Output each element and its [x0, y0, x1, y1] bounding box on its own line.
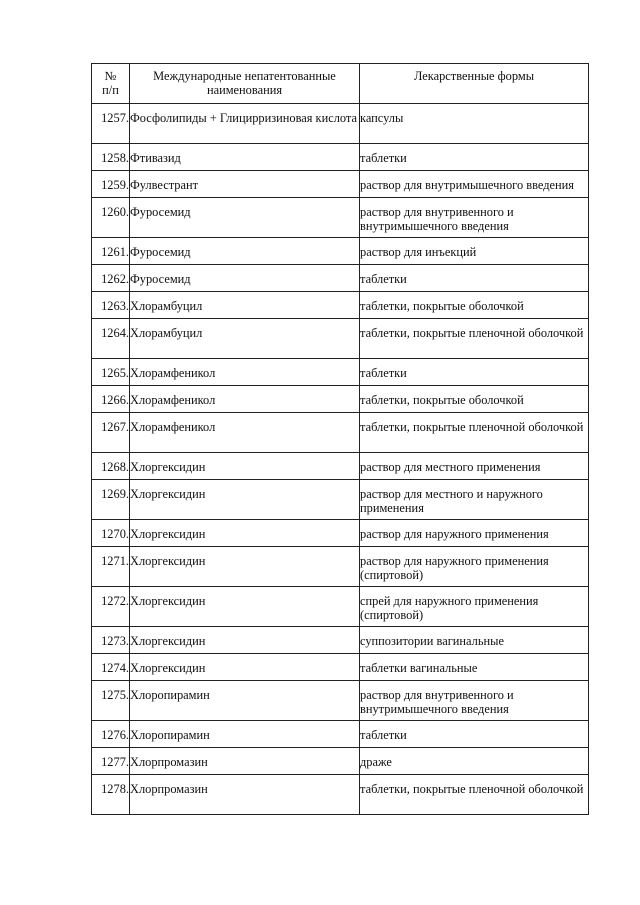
table-row [92, 319, 589, 359]
row-form: капсулы [360, 104, 589, 144]
row-number: 1272. [92, 587, 130, 627]
row-form: раствор для внутримышечного введения [360, 171, 589, 198]
header-number-line-1: № [104, 69, 117, 83]
header-name [130, 64, 360, 104]
row-form: таблетки, покрытые оболочкой [360, 292, 589, 319]
row-name: Фуросемид [130, 238, 360, 265]
row-form: раствор для местного применения [360, 453, 589, 480]
table-row [92, 654, 589, 681]
table-row [92, 587, 589, 627]
row-name: Фуросемид [130, 265, 360, 292]
row-form: драже [360, 748, 589, 775]
header-number [92, 64, 130, 104]
table-row [92, 265, 589, 292]
row-form: раствор для местного и наружного применения [360, 480, 589, 520]
row-number: 1268. [92, 453, 130, 480]
row-form: таблетки, покрытые оболочкой [360, 386, 589, 413]
row-number: 1263. [92, 292, 130, 319]
table-row [92, 453, 589, 480]
table-row [92, 520, 589, 547]
row-number: 1262. [92, 265, 130, 292]
table-row [92, 359, 589, 386]
row-form: таблетки, покрытые пленочной оболочкой [360, 775, 589, 815]
header-form [360, 64, 589, 104]
row-form: таблетки, покрытые пленочной оболочкой [360, 413, 589, 453]
row-number: 1264. [92, 319, 130, 359]
table-row [92, 238, 589, 265]
table-row [92, 144, 589, 171]
row-name: Хлорамфеникол [130, 386, 360, 413]
table-row [92, 171, 589, 198]
row-number: 1266. [92, 386, 130, 413]
row-name: Хлоргексидин [130, 547, 360, 587]
row-form: таблетки [360, 144, 589, 171]
header-form-label: Лекарственные формы [413, 69, 535, 83]
table-row [92, 748, 589, 775]
row-name: Хлоропирамин [130, 721, 360, 748]
drug-table [91, 63, 589, 815]
row-name: Хлорпромазин [130, 775, 360, 815]
row-number: 1275. [92, 681, 130, 721]
row-number: 1261. [92, 238, 130, 265]
row-number: 1257. [92, 104, 130, 144]
row-number: 1269. [92, 480, 130, 520]
row-name: Хлоргексидин [130, 654, 360, 681]
row-name: Хлоргексидин [130, 627, 360, 654]
row-form: раствор для внутривенного и внутримышечного введения [360, 681, 589, 721]
row-name: Фтивазид [130, 144, 360, 171]
row-form: таблетки [360, 721, 589, 748]
table-header-row [92, 64, 589, 104]
row-form: раствор для инъекций [360, 238, 589, 265]
row-number: 1258. [92, 144, 130, 171]
row-name: Хлорамфеникол [130, 359, 360, 386]
table-row [92, 681, 589, 721]
row-form: таблетки, покрытые пленочной оболочкой [360, 319, 589, 359]
row-number: 1265. [92, 359, 130, 386]
row-name: Хлорамфеникол [130, 413, 360, 453]
row-number: 1277. [92, 748, 130, 775]
row-form: таблетки [360, 359, 589, 386]
row-name: Фуросемид [130, 198, 360, 238]
row-form: раствор для внутривенного и внутримышечного введения [360, 198, 589, 238]
row-name: Хлоргексидин [130, 520, 360, 547]
header-name-line-2: наименования [206, 83, 283, 97]
row-name: Хлорпромазин [130, 748, 360, 775]
row-name: Хлоргексидин [130, 587, 360, 627]
row-name: Хлоргексидин [130, 480, 360, 520]
row-form: раствор для наружного применения [360, 520, 589, 547]
row-number: 1259. [92, 171, 130, 198]
row-number: 1270. [92, 520, 130, 547]
header-name-line-1: Международные непатентованные [153, 69, 336, 83]
table-row [92, 547, 589, 587]
row-form: таблетки вагинальные [360, 654, 589, 681]
row-number: 1271. [92, 547, 130, 587]
row-number: 1273. [92, 627, 130, 654]
row-form: таблетки [360, 265, 589, 292]
row-form: спрей для наружного применения (спиртовой) [360, 587, 589, 627]
table-row [92, 721, 589, 748]
table-row [92, 386, 589, 413]
row-form: раствор для наружного применения (спиртовой) [360, 547, 589, 587]
row-number: 1274. [92, 654, 130, 681]
row-number: 1278. [92, 775, 130, 815]
row-name: Хлоропирамин [130, 681, 360, 721]
table-row [92, 775, 589, 815]
row-name: Хлорамбуцил [130, 292, 360, 319]
row-name: Хлоргексидин [130, 453, 360, 480]
header-number-line-2: п/п [102, 83, 119, 97]
row-number: 1276. [92, 721, 130, 748]
table-row [92, 198, 589, 238]
row-number: 1267. [92, 413, 130, 453]
row-form: суппозитории вагинальные [360, 627, 589, 654]
row-name: Хлорамбуцил [130, 319, 360, 359]
row-name: Фулвестрант [130, 171, 360, 198]
table-row [92, 104, 589, 144]
table-row [92, 480, 589, 520]
table-row [92, 413, 589, 453]
table-row [92, 627, 589, 654]
row-number: 1260. [92, 198, 130, 238]
row-name: Фосфолипиды + Глицирризиновая кислота [130, 104, 360, 144]
table-row [92, 292, 589, 319]
